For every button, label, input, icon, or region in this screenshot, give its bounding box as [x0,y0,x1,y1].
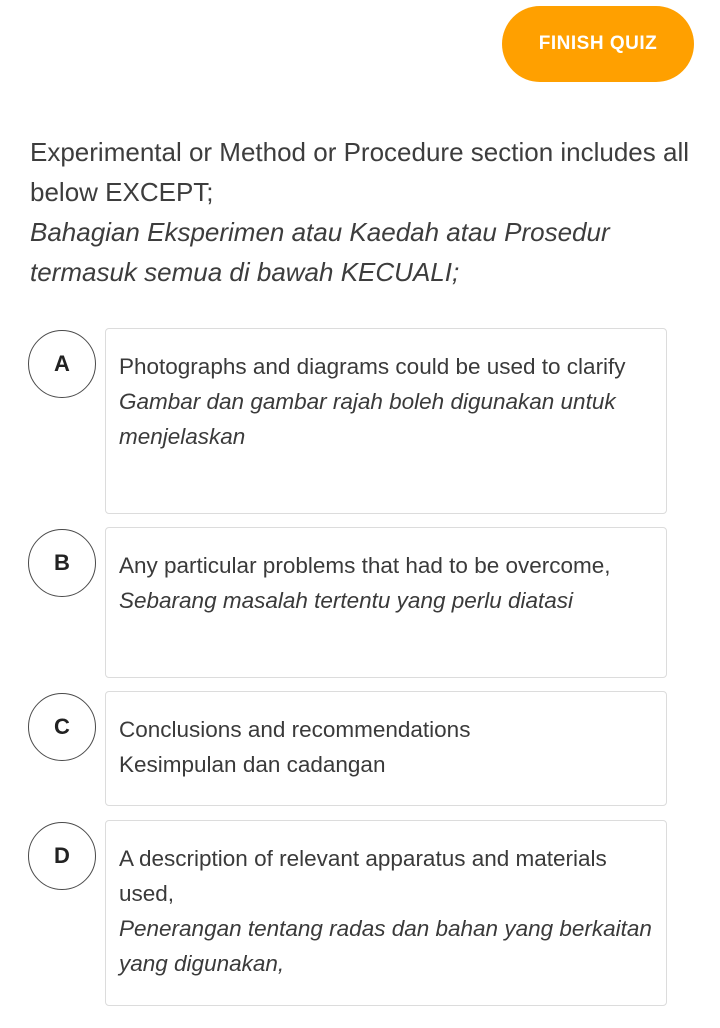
option-letter-badge[interactable]: A [28,330,96,398]
option-card[interactable] [105,820,667,1006]
option-text-english: A description of relevant apparatus and materials used, [119,846,607,906]
option-text-english: Photographs and diagrams could be used to clarify [119,354,626,379]
option-card[interactable] [105,527,667,678]
option-letter-badge[interactable]: D [28,822,96,890]
option-letter-badge[interactable]: B [28,529,96,597]
option-card[interactable] [105,328,667,514]
option-card[interactable] [105,691,667,806]
option-text-english: Any particular problems that had to be overcome, [119,553,611,578]
option-letter-badge[interactable]: C [28,693,96,761]
option-text-malay: Gambar dan gambar rajah boleh digunakan untuk menjelaskan [119,389,616,449]
finish-quiz-button[interactable]: FINISH QUIZ [502,6,694,82]
top-bar [0,0,720,100]
option-text-english: Conclusions and recommendations [119,717,471,742]
option-text-malay: Sebarang masalah tertentu yang perlu diatasi [119,588,574,613]
question-english: Experimental or Method or Procedure section includes all below EXCEPT; [30,137,690,207]
question-text [30,132,694,292]
question-malay: Bahagian Eksperimen atau Kaedah atau Prosedur termasuk semua di bawah KECUALI; [30,217,610,287]
option-text-malay: Kesimpulan dan cadangan [119,752,386,777]
option-text-malay: Penerangan tentang radas dan bahan yang berkaitan yang digunakan, [119,916,652,976]
